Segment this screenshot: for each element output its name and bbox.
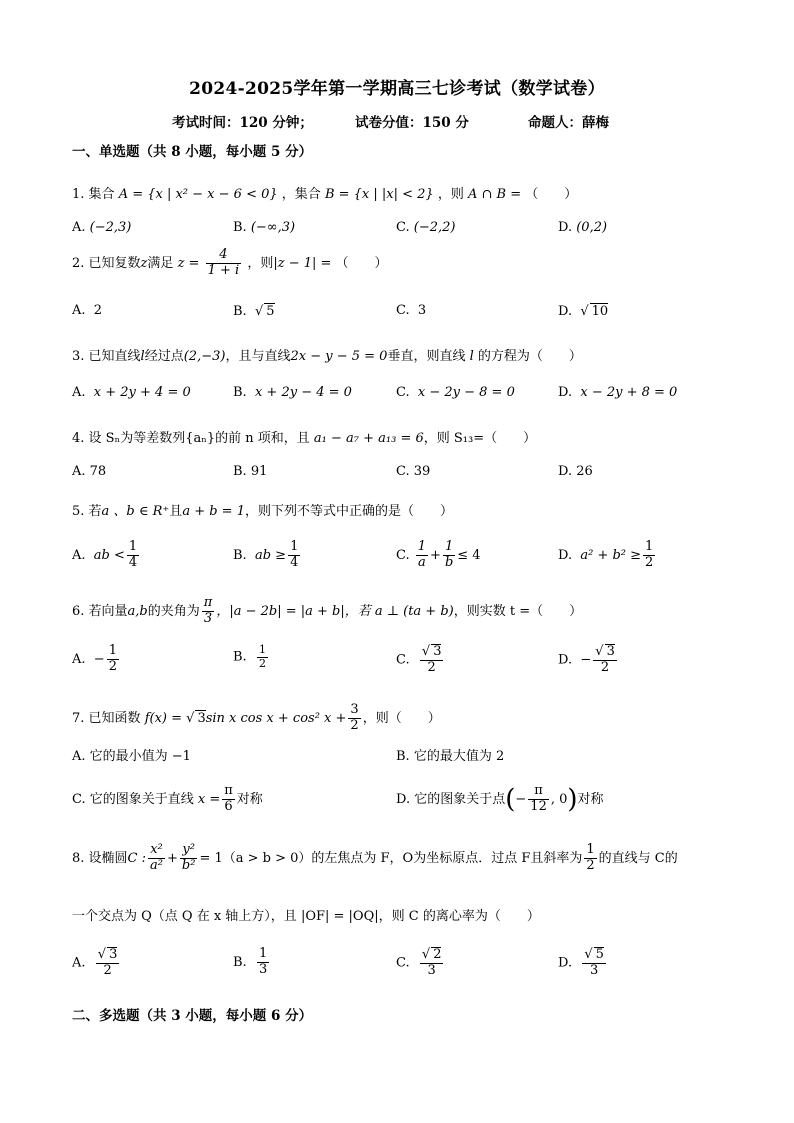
- question-8-line-2: 一个交点为 Q（点 Q 在 x 轴上方），且 |OF| = |OQ|，则 C 的离心率为（ ）: [72, 909, 540, 924]
- q6-option-a: A. − $\frac{1}{2}$: [72, 643, 117, 674]
- exam-title: 2024-2025学年第一学期高三七诊考试（数学试卷）: [189, 79, 605, 99]
- q8-option-a: A. $\frac{√ 3}{2}$: [72, 947, 118, 978]
- question-5: 5. 若a 、b ∈ R⁺且a + b = 1，则下列不等式中正确的是（ ）: [72, 504, 453, 519]
- q8-option-b: B. $\frac{1}{3}$: [233, 946, 268, 977]
- q7-option-d: D. 它的图象关于点(− $\frac{\pi}{12}$ , 0)对称: [396, 783, 604, 815]
- section-single-choice: 一、单选题（共 8 小题，每小题 5 分）: [72, 144, 313, 160]
- q5-option-d: D. a² + b² ≥ $\frac{1}{2}$: [558, 539, 654, 570]
- q6-option-c: C. $\frac{√ 3}{2}$: [396, 644, 442, 675]
- exam-score: 试卷分值：150 分: [355, 115, 469, 131]
- exam-time: 考试时间：120 分钟；: [172, 115, 313, 131]
- q3-option-d: D. x − 2y + 8 = 0: [558, 385, 678, 400]
- q1-mid: ，集合: [281, 187, 321, 202]
- q4-option-b: B. 91: [233, 464, 268, 479]
- q8-option-d: D. $\frac{√ 5}{3}$: [558, 947, 604, 978]
- q1-intersect: A ∩ B =: [467, 187, 522, 202]
- q1-option-d: D. (0,2): [558, 220, 608, 235]
- q4-option-a: A. 78: [72, 464, 107, 479]
- q5-option-a: A. ab < $\frac{1}{4}$: [72, 539, 138, 570]
- question-7: 7. 已知函数 f(x) = √ 3sin x cos x + cos² x + $\frac{3}{2}$ ，则（ ）: [72, 702, 441, 733]
- exam-author: 命题人：薛梅: [528, 115, 609, 131]
- q2-fraction: $\frac{4}{1 + i}$: [207, 247, 240, 278]
- q1-tail: ，则: [437, 187, 464, 202]
- q3-option-c: C. x − 2y − 8 = 0: [396, 385, 515, 400]
- q1-end: （ ）: [525, 187, 578, 202]
- q7-option-a: A. 它的最小值为 −1: [72, 749, 191, 764]
- q2-option-b: B. √ 5: [233, 304, 275, 319]
- q1-set-a: A = {x | x² − x − 6 < 0}: [118, 187, 278, 202]
- q2-option-d: D. √ 10: [558, 304, 609, 319]
- q1-stem: 1. 集合: [72, 187, 115, 202]
- q7-option-c: C. 它的图象关于直线 x = $\frac{\pi}{6}$ 对称: [72, 783, 263, 814]
- q5-option-c: C. $\frac{1}{a}$ + $\frac{1}{b}$ ≤ 4: [396, 539, 481, 570]
- q4-option-c: C. 39: [396, 464, 431, 479]
- q2-option-a: A. 2: [72, 303, 103, 318]
- q3-option-a: A. x + 2y + 4 = 0: [72, 385, 191, 400]
- q6-option-d: D. − $\frac{√ 3}{2}$: [558, 644, 615, 675]
- q1-option-c: C. (−2,2): [396, 220, 456, 235]
- q7-option-b: B. 它的最大值为 2: [396, 749, 505, 764]
- q1-option-b: B. (−∞,3): [233, 220, 296, 235]
- question-2: 2. 已知复数z满足 z = $\frac{4}{1 + i}$ ，则|z − 1| = （ ）: [72, 247, 388, 278]
- q6-option-b: B. $\frac{1}{2}$: [233, 643, 266, 670]
- q8-option-c: C. $\frac{√ 2}{3}$: [396, 947, 442, 978]
- question-8-line-1: 8. 设椭圆C : $\frac{\text{x²}}{\text{a²}}$ + $\frac{\text{y²}}{\text{b²}}$ = 1（a > b > 0）的左焦点为 F，O为坐标原点．过点 F且斜率为 $\frac{1}{2}$ 的直线与 C的: [72, 842, 678, 873]
- section-multi-choice: 二、多选题（共 3 小题，每小题 6 分）: [72, 1008, 313, 1024]
- q1-set-b: B = {x | |x| < 2}: [324, 187, 434, 202]
- q4-option-d: D. 26: [558, 464, 593, 479]
- question-1: [72, 183, 577, 202]
- q5-option-b: B. ab ≥ $\frac{1}{4}$: [233, 539, 299, 570]
- question-6: 6. 若向量a,b的夹角为 $\frac{\pi}{3}$ ，|a − 2b| = |a + b|，若 a ⊥ (ta + b)，则实数 t =（ ）: [72, 595, 583, 626]
- question-4: 4. 设 Sₙ为等差数列{aₙ}的前 n 项和，且 a₁ − a₇ + a₁₃ = 6，则 S₁₃=（ ）: [72, 431, 537, 446]
- question-3: 3. 已知直线l经过点(2,−3)，且与直线2x − y − 5 = 0垂直，则直线 l 的方程为（ ）: [72, 349, 582, 364]
- q1-option-a: A. (−2,3): [72, 220, 132, 235]
- q2-option-c: C. 3: [396, 303, 427, 318]
- q3-option-b: B. x + 2y − 4 = 0: [233, 385, 352, 400]
